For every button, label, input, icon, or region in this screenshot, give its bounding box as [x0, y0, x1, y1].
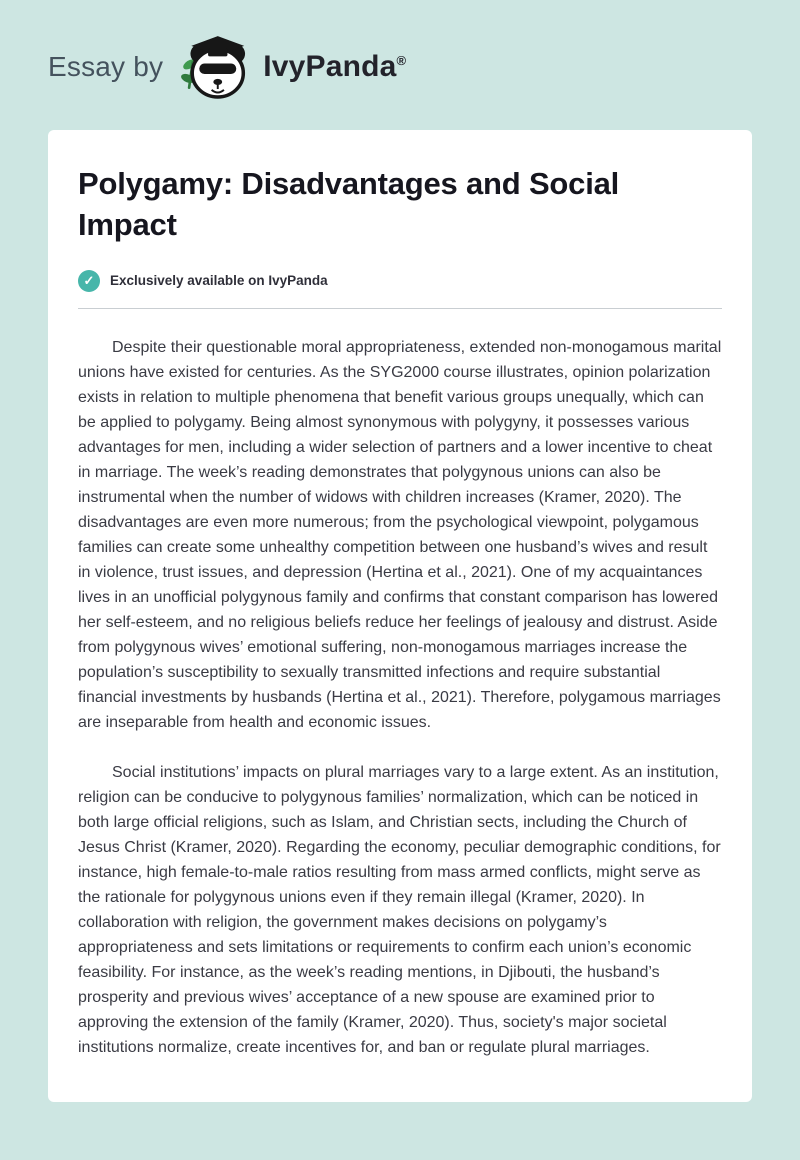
essay-by-label: Essay by: [48, 51, 164, 82]
essay-paragraph: Social institutions’ impacts on plural marriages vary to a large extent. As an institution, religion can be conducive to polygynous families’ normalization, which can be noticed in both large official religions, such as Islam, and Christian sects, including the Church of Jesus Christ (Kramer, 2020). Regarding the economy, peculiar demographic conditions, for instance, high female-to-male ratios resulting from mass armed conflicts, might serve as the rationale for polygynous unions even if they remain illegal (Kramer, 2020). In collaboration with religion, the government makes decisions on polygamy’s appropriateness and sets limitations or requirements to confirm each union’s economic feasibility. For instance, as the week’s reading mentions, in Djibouti, the husband’s prosperity and previous wives’ acceptance of a new spouse are examined prior to approving the extension of the family (Kramer, 2020). Thus, society's major societal institutions normalize, create incentives for, and ban or regulate plural marriages.: [78, 763, 721, 1056]
essay-card: [48, 130, 752, 1102]
registered-mark: ®: [396, 53, 407, 68]
header: [0, 0, 800, 126]
divider: [78, 308, 722, 309]
essay-paragraph: Despite their questionable moral appropriateness, extended non-monogamous marital unions have existed for centuries. As the SYG2000 course illustrates, opinion polarization exists in relation to multiple phenomena that benefit various groups unequally, which can be applied to polygamy. Being almost synonymous with polygyny, it possesses various advantages for men, including a wider selection of partners and a lower incentive to cheat in marriage. The week’s reading demonstrates that polygynous unions can also be instrumental when the number of widows with children increases (Kramer, 2020). The disadvantages are even more numerous; from the psychological viewpoint, polygamous families can create some unhealthy competition between one husband’s wives and result in violence, trust issues, and depression (Hertina et al., 2021). One of my acquaintances lives in an unofficial polygynous family and confirms that constant comparison has lowered her self-esteem, and no religious beliefs reduce her feelings of jealousy and distrust. Aside from polygynous wives’ emotional suffering, non-monogamous marriages increase the population’s susceptibility to sexually transmitted infections and require substantial financial investments by husbands (Hertina et al., 2021). Therefore, polygamous marriages are inseparable from health and economic issues.: [78, 338, 722, 731]
ivypanda-logo: [179, 34, 406, 100]
essay-body: [78, 335, 722, 1060]
page-title: Polygamy: Disadvantages and Social Impact: [78, 166, 620, 242]
exclusive-badge-label: Exclusively available on IvyPanda: [110, 273, 328, 289]
exclusive-badge: [78, 270, 722, 292]
panda-logo-icon: [179, 34, 253, 100]
brand-name: IvyPanda®: [263, 50, 407, 83]
check-icon: ✓: [78, 270, 100, 292]
